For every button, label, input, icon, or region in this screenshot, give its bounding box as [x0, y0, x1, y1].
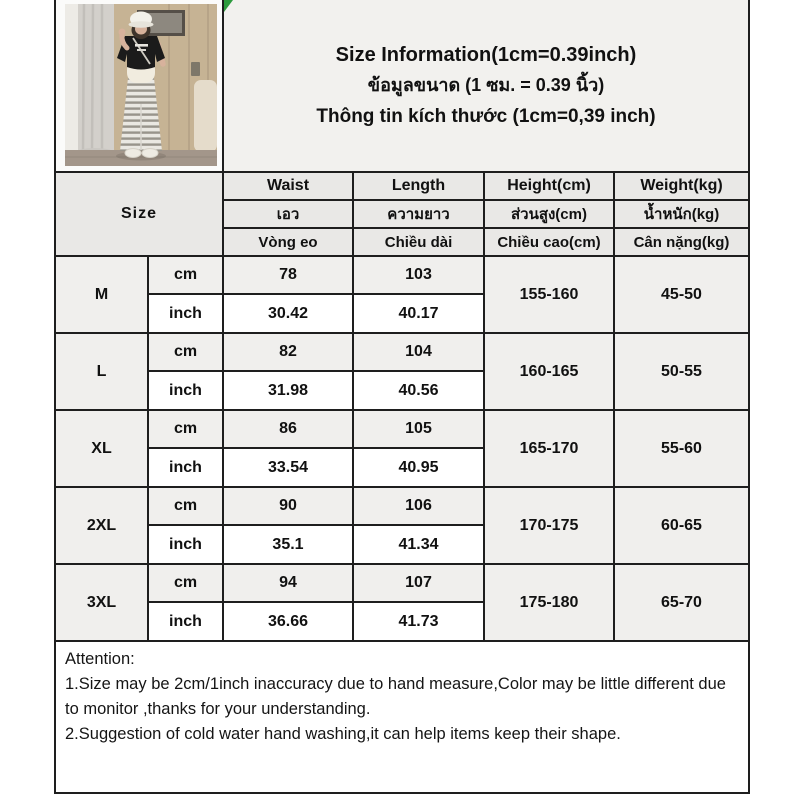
height-2xl: 170-175: [484, 487, 614, 564]
waist-inch-3xl: 36.66: [223, 602, 353, 641]
col-header-length-en: Length: [353, 172, 484, 200]
waist-inch-l: 31.98: [223, 371, 353, 410]
title-thai: ข้อมูลขนาด (1 ซม. = 0.39 นิ้ว): [367, 74, 605, 95]
waist-inch-2xl: 35.1: [223, 525, 353, 564]
row-m-cm: [55, 256, 749, 294]
col-header-waist-en: Waist: [223, 172, 353, 200]
unit-label-cm: cm: [148, 487, 223, 525]
sheer-curtain: [65, 4, 78, 166]
length-cm-3xl: 107: [353, 564, 484, 602]
col-header-height-th: ส่วนสูง(cm): [484, 200, 614, 228]
weight-2xl: 60-65: [614, 487, 749, 564]
length-inch-xl: 40.95: [353, 448, 484, 487]
attention-item-2: 2.Suggestion of cold water hand washing,it can help items keep their shape.: [65, 725, 621, 743]
attention-item-1: 1.Size may be 2cm/1inch inaccuracy due to hand measure,Color may be little different due to monitor ,thanks for your understanding.: [65, 675, 726, 718]
product-photo-cell: [55, 0, 223, 172]
photo-title-row: [55, 0, 749, 172]
weight-l: 50-55: [614, 333, 749, 410]
waist-cm-2xl: 90: [223, 487, 353, 525]
height-3xl: 175-180: [484, 564, 614, 641]
length-inch-3xl: 41.73: [353, 602, 484, 641]
unit-label-cm: cm: [148, 333, 223, 371]
attention-heading: Attention:: [65, 650, 135, 668]
col-header-waist-th: เอว: [223, 200, 353, 228]
size-chart-table: [54, 0, 750, 794]
col-header-waist-vi: Vòng eo: [223, 228, 353, 256]
waist-cm-m: 78: [223, 256, 353, 294]
length-inch-l: 40.56: [353, 371, 484, 410]
height-m: 155-160: [484, 256, 614, 333]
unit-label-inch: inch: [148, 602, 223, 641]
length-inch-2xl: 41.34: [353, 525, 484, 564]
col-header-weight-en: Weight(kg): [614, 172, 749, 200]
row-3xl-cm: [55, 564, 749, 602]
model-photo: [65, 4, 217, 166]
waist-cm-3xl: 94: [223, 564, 353, 602]
row-2xl-cm: [55, 487, 749, 525]
waist-cm-l: 82: [223, 333, 353, 371]
header-row-en: [55, 172, 749, 200]
unit-label-inch: inch: [148, 371, 223, 410]
size-info-title-cell: [223, 0, 749, 172]
row-xl-cm: [55, 410, 749, 448]
height-xl: 165-170: [484, 410, 614, 487]
weight-xl: 55-60: [614, 410, 749, 487]
col-header-length-th: ความยาว: [353, 200, 484, 228]
waist-cm-xl: 86: [223, 410, 353, 448]
unit-label-inch: inch: [148, 294, 223, 333]
length-cm-m: 103: [353, 256, 484, 294]
col-header-height-vi: Chiều cao(cm): [484, 228, 614, 256]
length-cm-2xl: 106: [353, 487, 484, 525]
col-header-weight-th: น้ำหนัก(kg): [614, 200, 749, 228]
title-english: Size Information(1cm=0.39inch): [335, 43, 637, 66]
unit-label-inch: inch: [148, 525, 223, 564]
attention-row: [55, 641, 749, 793]
size-label-xl: XL: [55, 410, 148, 487]
title-vietnamese: Thông tin kích thước (1cm=0,39 inch): [316, 105, 656, 127]
size-label-2xl: 2XL: [55, 487, 148, 564]
col-header-length-vi: Chiều dài: [353, 228, 484, 256]
size-corner-cell: Size: [55, 172, 223, 256]
raised-hand: [118, 29, 125, 36]
waist-inch-xl: 33.54: [223, 448, 353, 487]
length-cm-xl: 105: [353, 410, 484, 448]
col-header-weight-vi: Cân nặng(kg): [614, 228, 749, 256]
height-l: 160-165: [484, 333, 614, 410]
unit-label-cm: cm: [148, 410, 223, 448]
attention-cell: [55, 641, 749, 793]
shoe: [125, 149, 141, 158]
length-inch-m: 40.17: [353, 294, 484, 333]
waist-inch-m: 30.42: [223, 294, 353, 333]
unit-label-cm: cm: [148, 256, 223, 294]
chair: [194, 80, 217, 152]
size-label-l: L: [55, 333, 148, 410]
size-label-m: M: [55, 256, 148, 333]
col-header-height-en: Height(cm): [484, 172, 614, 200]
unit-label-cm: cm: [148, 564, 223, 602]
unit-label-inch: inch: [148, 448, 223, 487]
curtain: [76, 4, 114, 154]
row-l-cm: [55, 333, 749, 371]
shoe: [142, 149, 158, 158]
wall-outlet: [191, 62, 200, 76]
length-cm-l: 104: [353, 333, 484, 371]
weight-m: 45-50: [614, 256, 749, 333]
size-label-3xl: 3XL: [55, 564, 148, 641]
cell-flag-icon: [224, 0, 234, 13]
weight-3xl: 65-70: [614, 564, 749, 641]
